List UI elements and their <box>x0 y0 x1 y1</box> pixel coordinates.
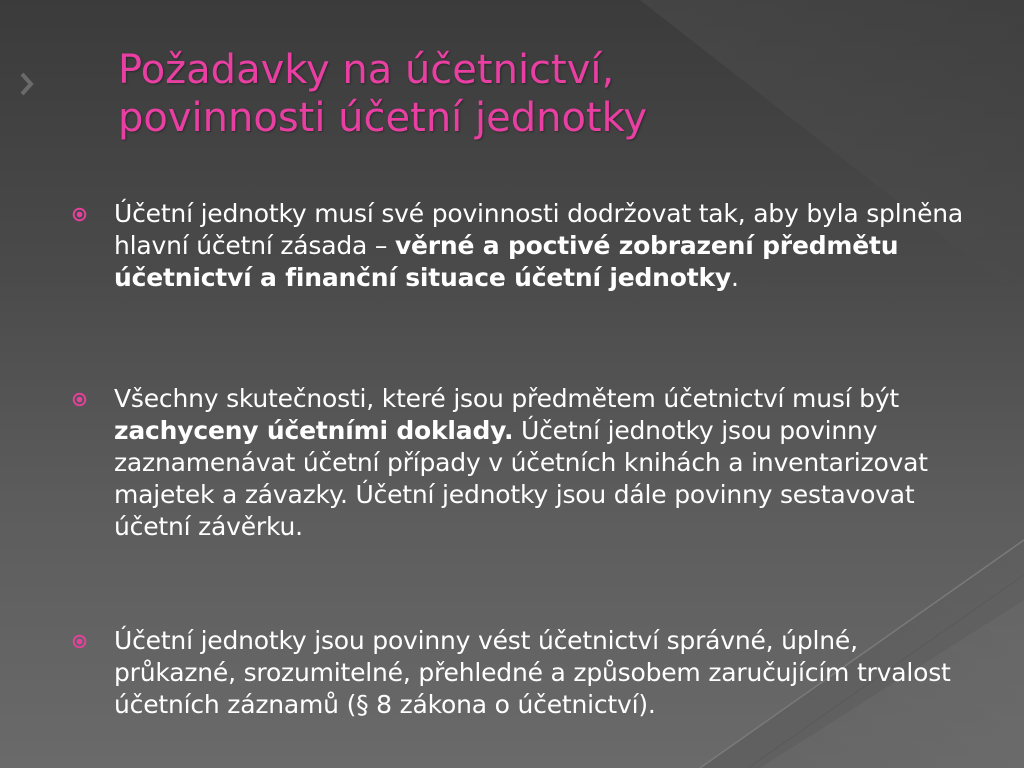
bullet-text-emphasis: věrné a poctivé zobrazení předmětu účetnictví a finanční situace účetní jednotky <box>114 231 899 292</box>
bullet-text-part: Účetní jednotky jsou povinny vést účetnictví správné, úplné, průkazné, srozumitelné, přehledné a způsobem zaručujícím trvalost účetních záznamů (§ 8 zákona o účetnictví). <box>114 626 951 719</box>
bullet-text-part: Účetní jednotky musí své povinnosti dodržovat tak, aby byla splněna hlavní účetní zásada – <box>114 199 964 260</box>
pink-ring-bullet-icon <box>72 392 87 407</box>
bullet-text <box>114 198 964 294</box>
bullet-text-part: Všechny skutečnosti, které jsou předmětem účetnictví musí být <box>114 384 900 413</box>
pink-ring-bullet-icon <box>72 634 87 649</box>
bullet-text-part: Účetní jednotky jsou povinny zaznamenávat účetní případy v účetních knihách a inventarizovat majetek a závazky. Účetní jednotky jsou dále povinny sestavovat účetní závěrku. <box>114 416 928 541</box>
bullet-text-emphasis: zachyceny účetními doklady. <box>114 416 514 445</box>
bullet-text-part: . <box>731 263 739 292</box>
pink-ring-bullet-icon <box>72 207 87 222</box>
bullet-text <box>114 625 964 721</box>
title-line-2: povinnosti účetní jednotky <box>118 95 648 141</box>
bullet-text <box>114 383 964 543</box>
title-line-1: Požadavky na účetnictví, <box>118 47 615 93</box>
